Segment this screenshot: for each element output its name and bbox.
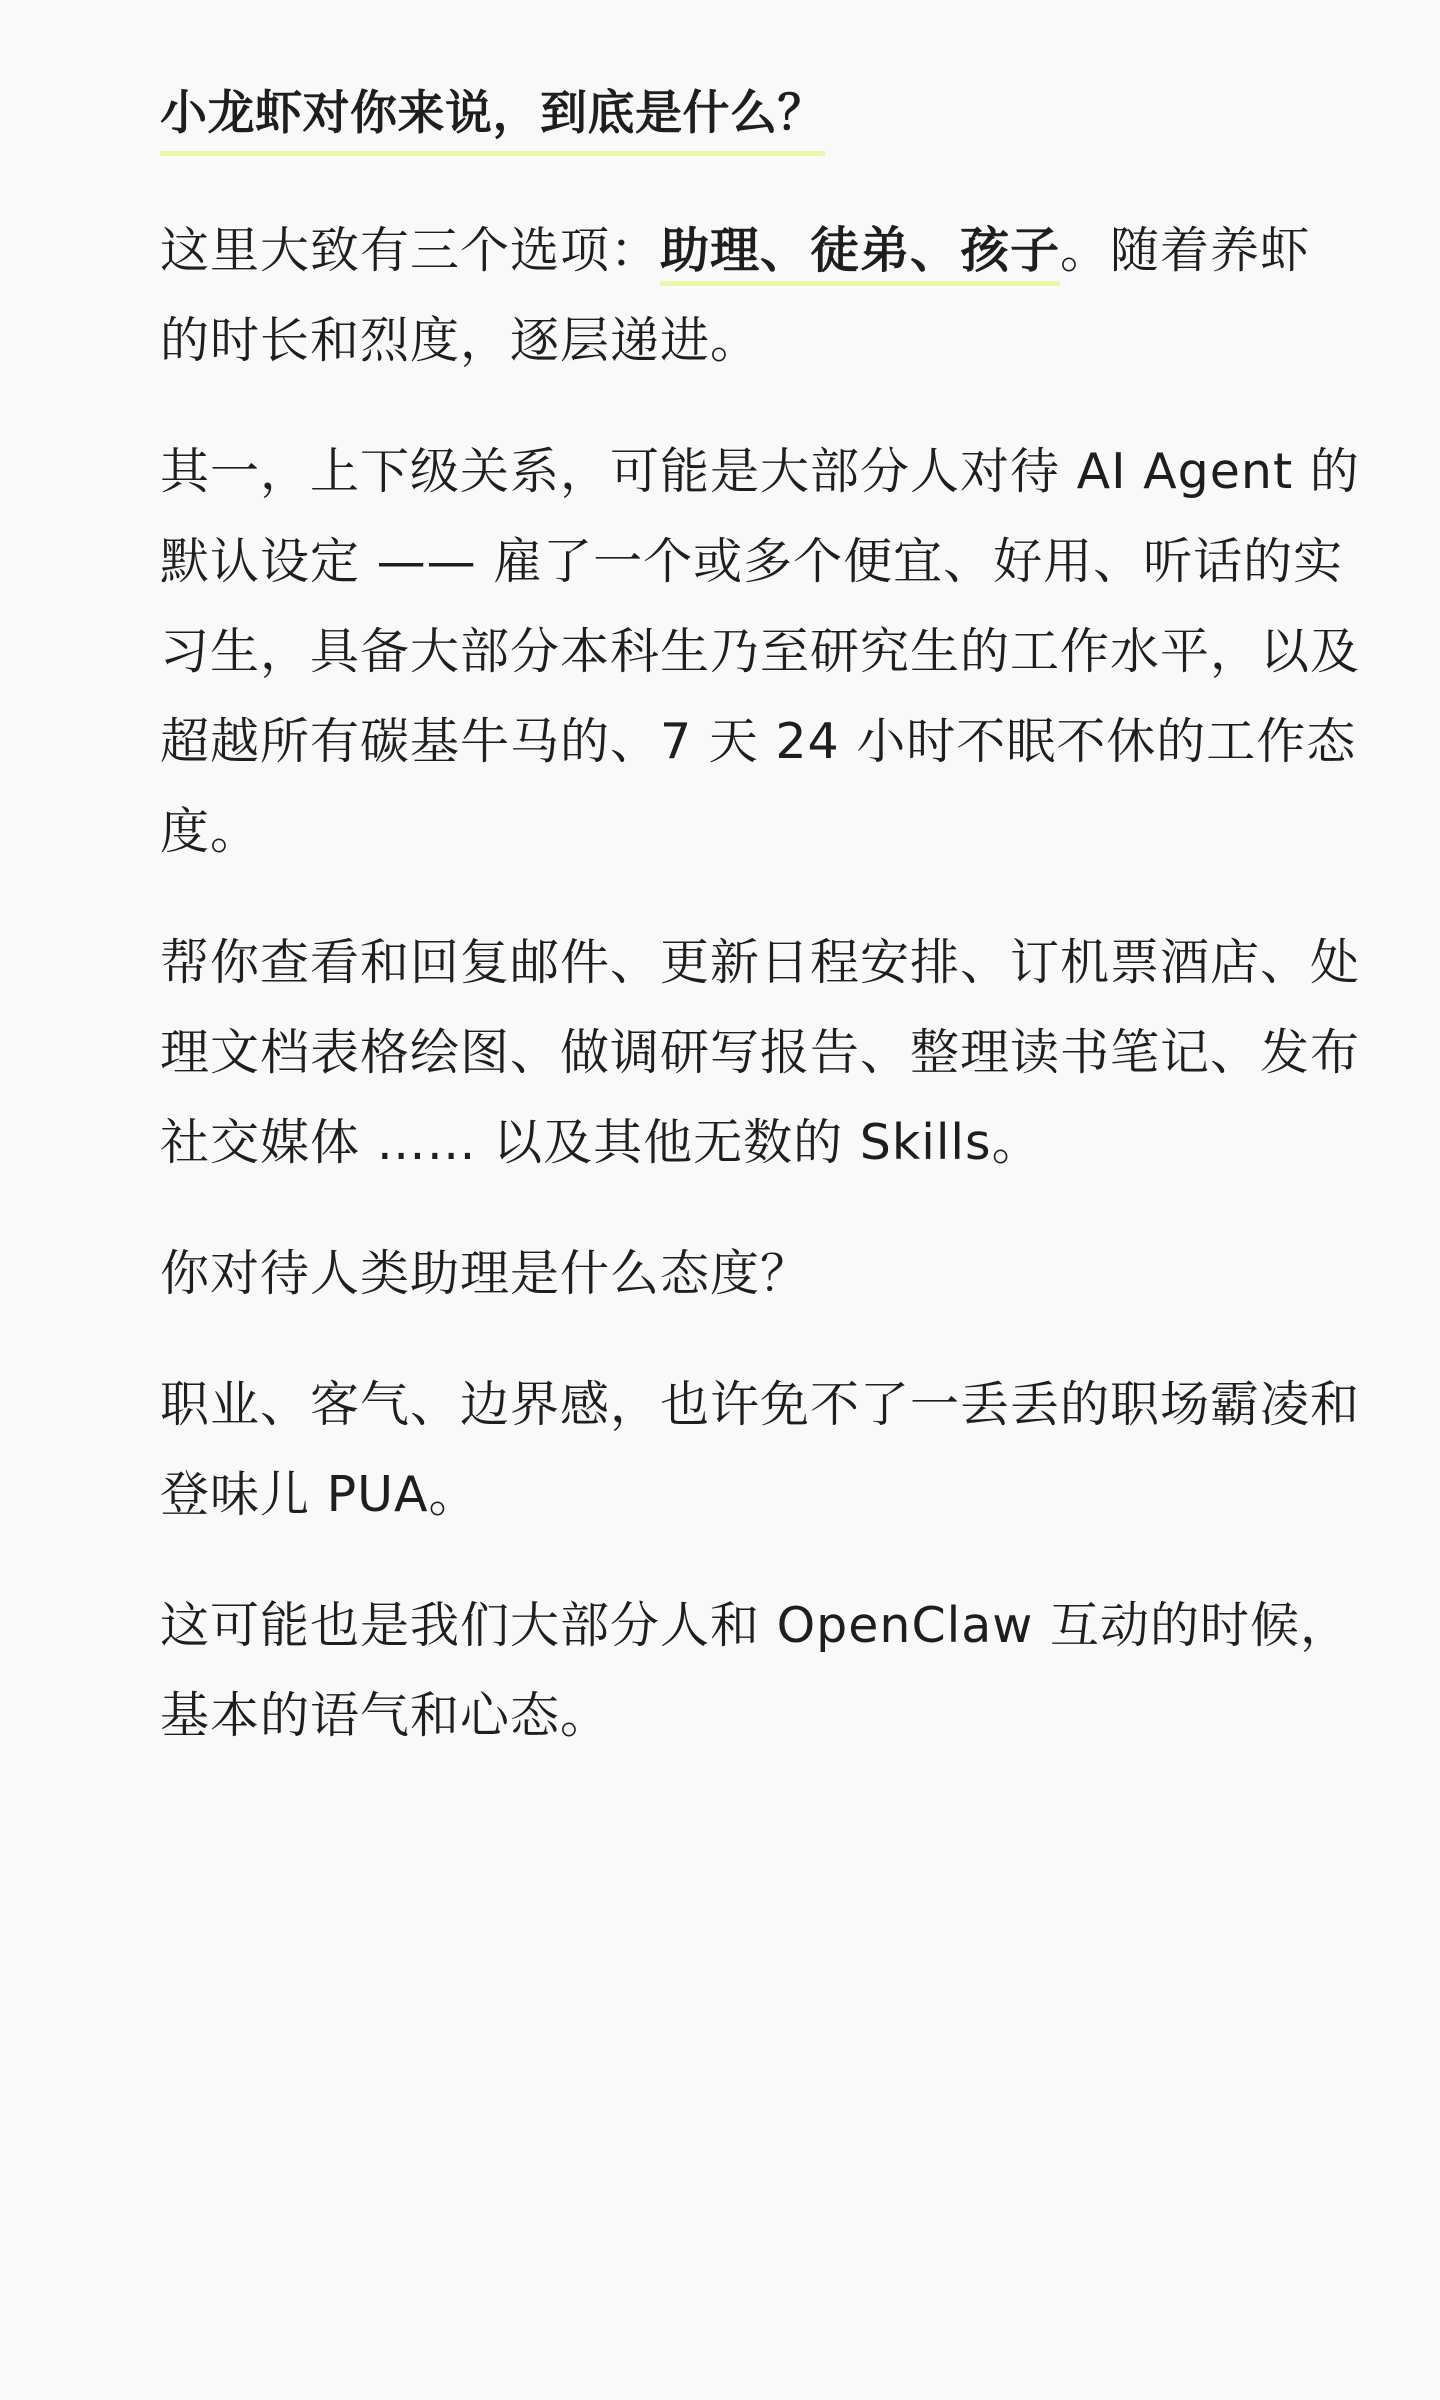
article-body bbox=[160, 82, 1360, 1802]
paragraph-openclaw: 这可能也是我们大部分人和 OpenClaw 互动的时候，基本的语气和心态。 bbox=[160, 1596, 1350, 1744]
paragraph-question: 你对待人类助理是什么态度？ bbox=[160, 1244, 811, 1302]
options-highlight: 助理、徒弟、孩子 bbox=[660, 222, 1060, 286]
paragraph-options-rest: 。随着养虾的时长和烈度，逐层递进。 bbox=[160, 221, 1311, 369]
paragraph-options-intro: 这里大致有三个选项： bbox=[160, 221, 661, 279]
paragraph-tasks: 帮你查看和回复邮件、更新日程安排、订机票酒店、处理文档表格绘图、做调研写报告、整理读书笔记、发布社交媒体 …… 以及其他无数的 Skills。 bbox=[160, 933, 1361, 1171]
paragraph-options bbox=[160, 206, 1360, 386]
article-heading bbox=[160, 82, 1360, 156]
heading-highlight: 小龙虾对你来说，到底是什么？ bbox=[160, 85, 825, 156]
paragraph-relationship: 其一，上下级关系，可能是大部分人对待 AI Agent 的默认设定 —— 雇了一个或多个便宜、好用、听话的实习生，具备大部分本科生乃至研究生的工作水平，以及超越所有碳基牛马的、7 天 24 小时不眠不休的工作态度。 bbox=[160, 442, 1361, 860]
paragraph-attitude: 职业、客气、边界感，也许免不了一丢丢的职场霸凌和登味儿 PUA。 bbox=[160, 1375, 1361, 1523]
